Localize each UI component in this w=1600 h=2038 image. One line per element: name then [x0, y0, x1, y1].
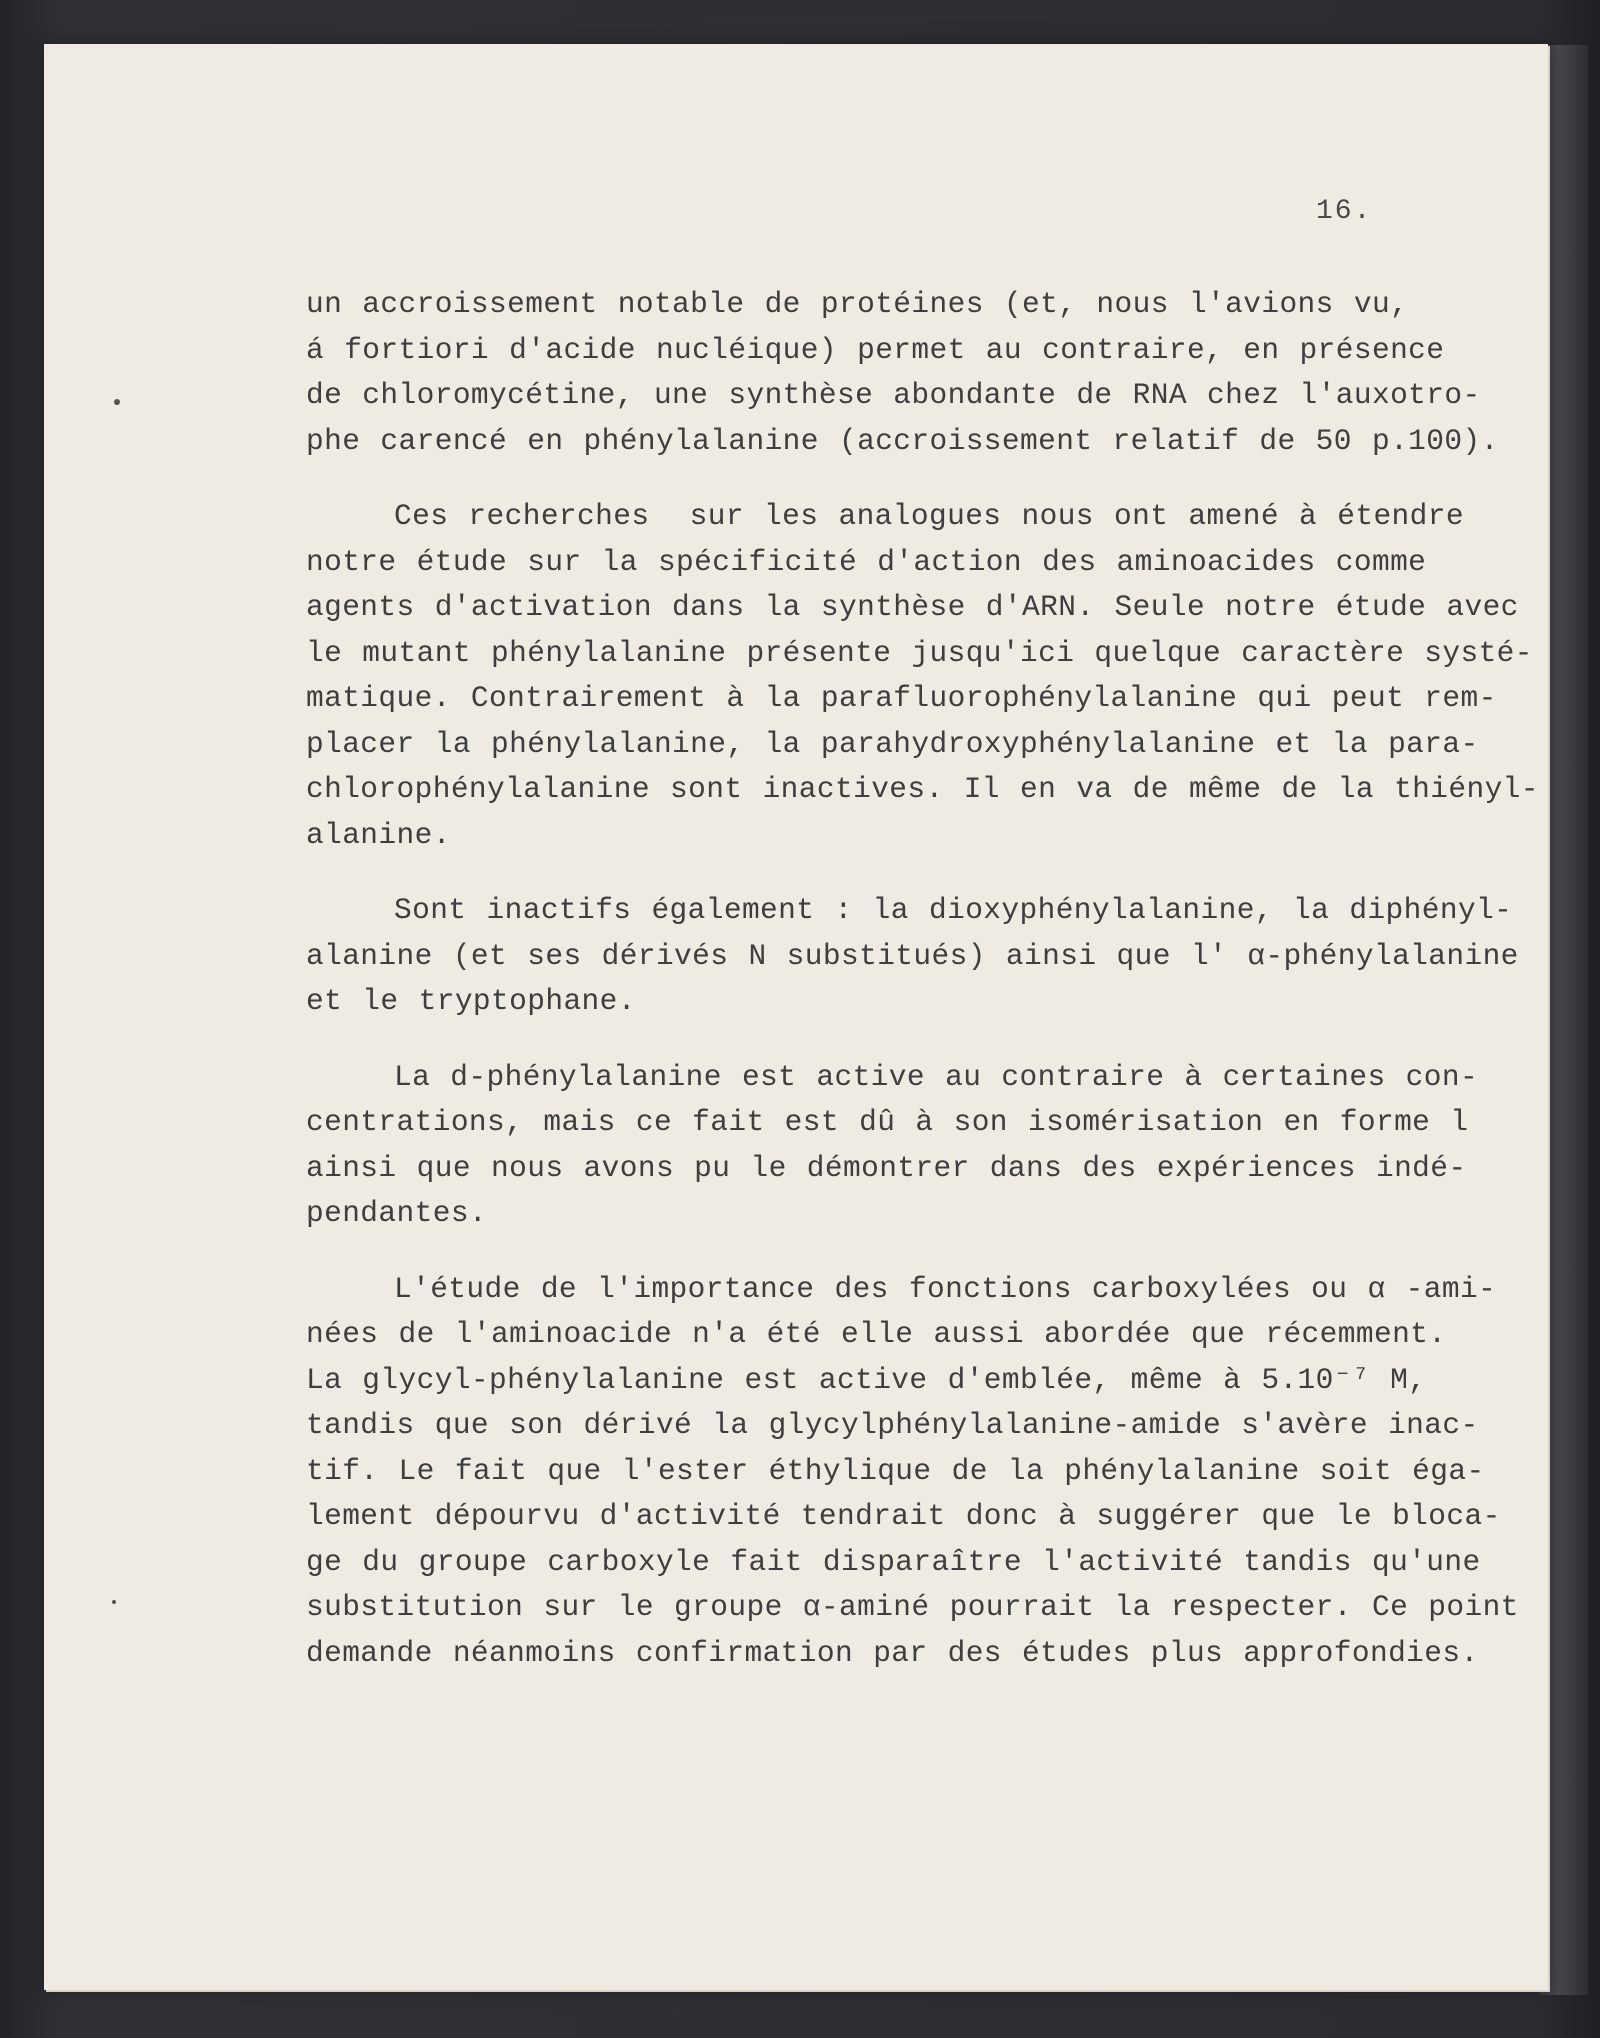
stray-ink-dot: [112, 1600, 116, 1604]
text-line: un accroissement notable de protéines (et, nous l'avions vu,: [306, 287, 1409, 321]
text-line: et le tryptophane.: [306, 984, 636, 1018]
text-line: tandis que son dérivé la glycylphénylalanine-amide s'avère inac-: [306, 1408, 1479, 1442]
text-line: La d-phénylalanine est active au contraire à certaines con-: [394, 1059, 1479, 1094]
text-line: ainsi que nous avons pu le démontrer dans des expériences indé-: [306, 1150, 1467, 1185]
page-number: 16.: [1316, 196, 1373, 227]
paragraph-3: [306, 888, 1546, 1025]
text-line: alanine.: [306, 817, 451, 852]
text-line: lement dépourvu d'activité tendrait donc à suggérer que le bloca-: [306, 1499, 1501, 1533]
text-line: de chloromycétine, une synthèse abondante de RNA chez l'auxotro-: [306, 378, 1481, 412]
text-line: á fortiori d'acide nucléique) permet au contraire, en présence: [306, 332, 1445, 367]
text-line: placer la phénylalanine, la parahydroxyphénylalanine et la para-: [306, 726, 1479, 761]
text-line: alanine (et ses dérivés N substitués) ainsi que l' α-phénylalanine: [306, 938, 1519, 973]
text-line: pendantes.: [306, 1196, 488, 1230]
paragraph-1: [306, 282, 1546, 464]
typewritten-page: [44, 44, 1548, 1990]
text-line: centrations, mais ce fait est dû à son isomérisation en forme l: [306, 1105, 1469, 1139]
text-line: le mutant phénylalanine présente jusqu'ici quelque caractère systé-: [306, 635, 1533, 670]
text-line: demande néanmoins confirmation par des études plus approfondies.: [306, 1635, 1479, 1670]
text-line: matique. Contrairement à la parafluorophénylalanine qui peut rem-: [306, 681, 1497, 715]
text-line: phe carencé en phénylalanine (accroissement relatif de 50 p.100).: [306, 423, 1499, 458]
text-line: tif. Le fait que l'ester éthylique de la phénylalanine soit éga-: [306, 1453, 1485, 1488]
paragraph-4: [306, 1055, 1546, 1237]
text-line: substitution sur le groupe α-aminé pourrait la respecter. Ce point: [306, 1590, 1519, 1624]
text-line: agents d'activation dans la synthèse d'ARN. Seule notre étude avec: [306, 590, 1519, 624]
paragraph-2: [306, 494, 1546, 858]
text-line: La glycyl-phénylalanine est active d'emblée, même à 5.10⁻⁷ M,: [306, 1362, 1427, 1397]
text-line: Sont inactifs également : la dioxyphénylalanine, la diphényl-: [394, 893, 1513, 927]
text-line: ge du groupe carboxyle fait disparaître l'activité tandis qu'une: [306, 1544, 1481, 1579]
paragraph-5: [306, 1267, 1546, 1677]
text-line: nées de l'aminoacide n'a été elle aussi abordée que récemment.: [306, 1317, 1447, 1351]
stray-ink-dot: [114, 399, 120, 405]
text-line: Ces recherches sur les analogues nous ont amené à étendre: [394, 499, 1464, 533]
text-line: L'étude de l'importance des fonctions carboxylées ou α -ami-: [394, 1271, 1497, 1306]
body-text: [306, 282, 1546, 1706]
text-line: chlorophénylalanine sont inactives. Il en va de même de la thiényl-: [306, 772, 1539, 806]
text-line: notre étude sur la spécificité d'action des aminoacides comme: [306, 544, 1427, 579]
